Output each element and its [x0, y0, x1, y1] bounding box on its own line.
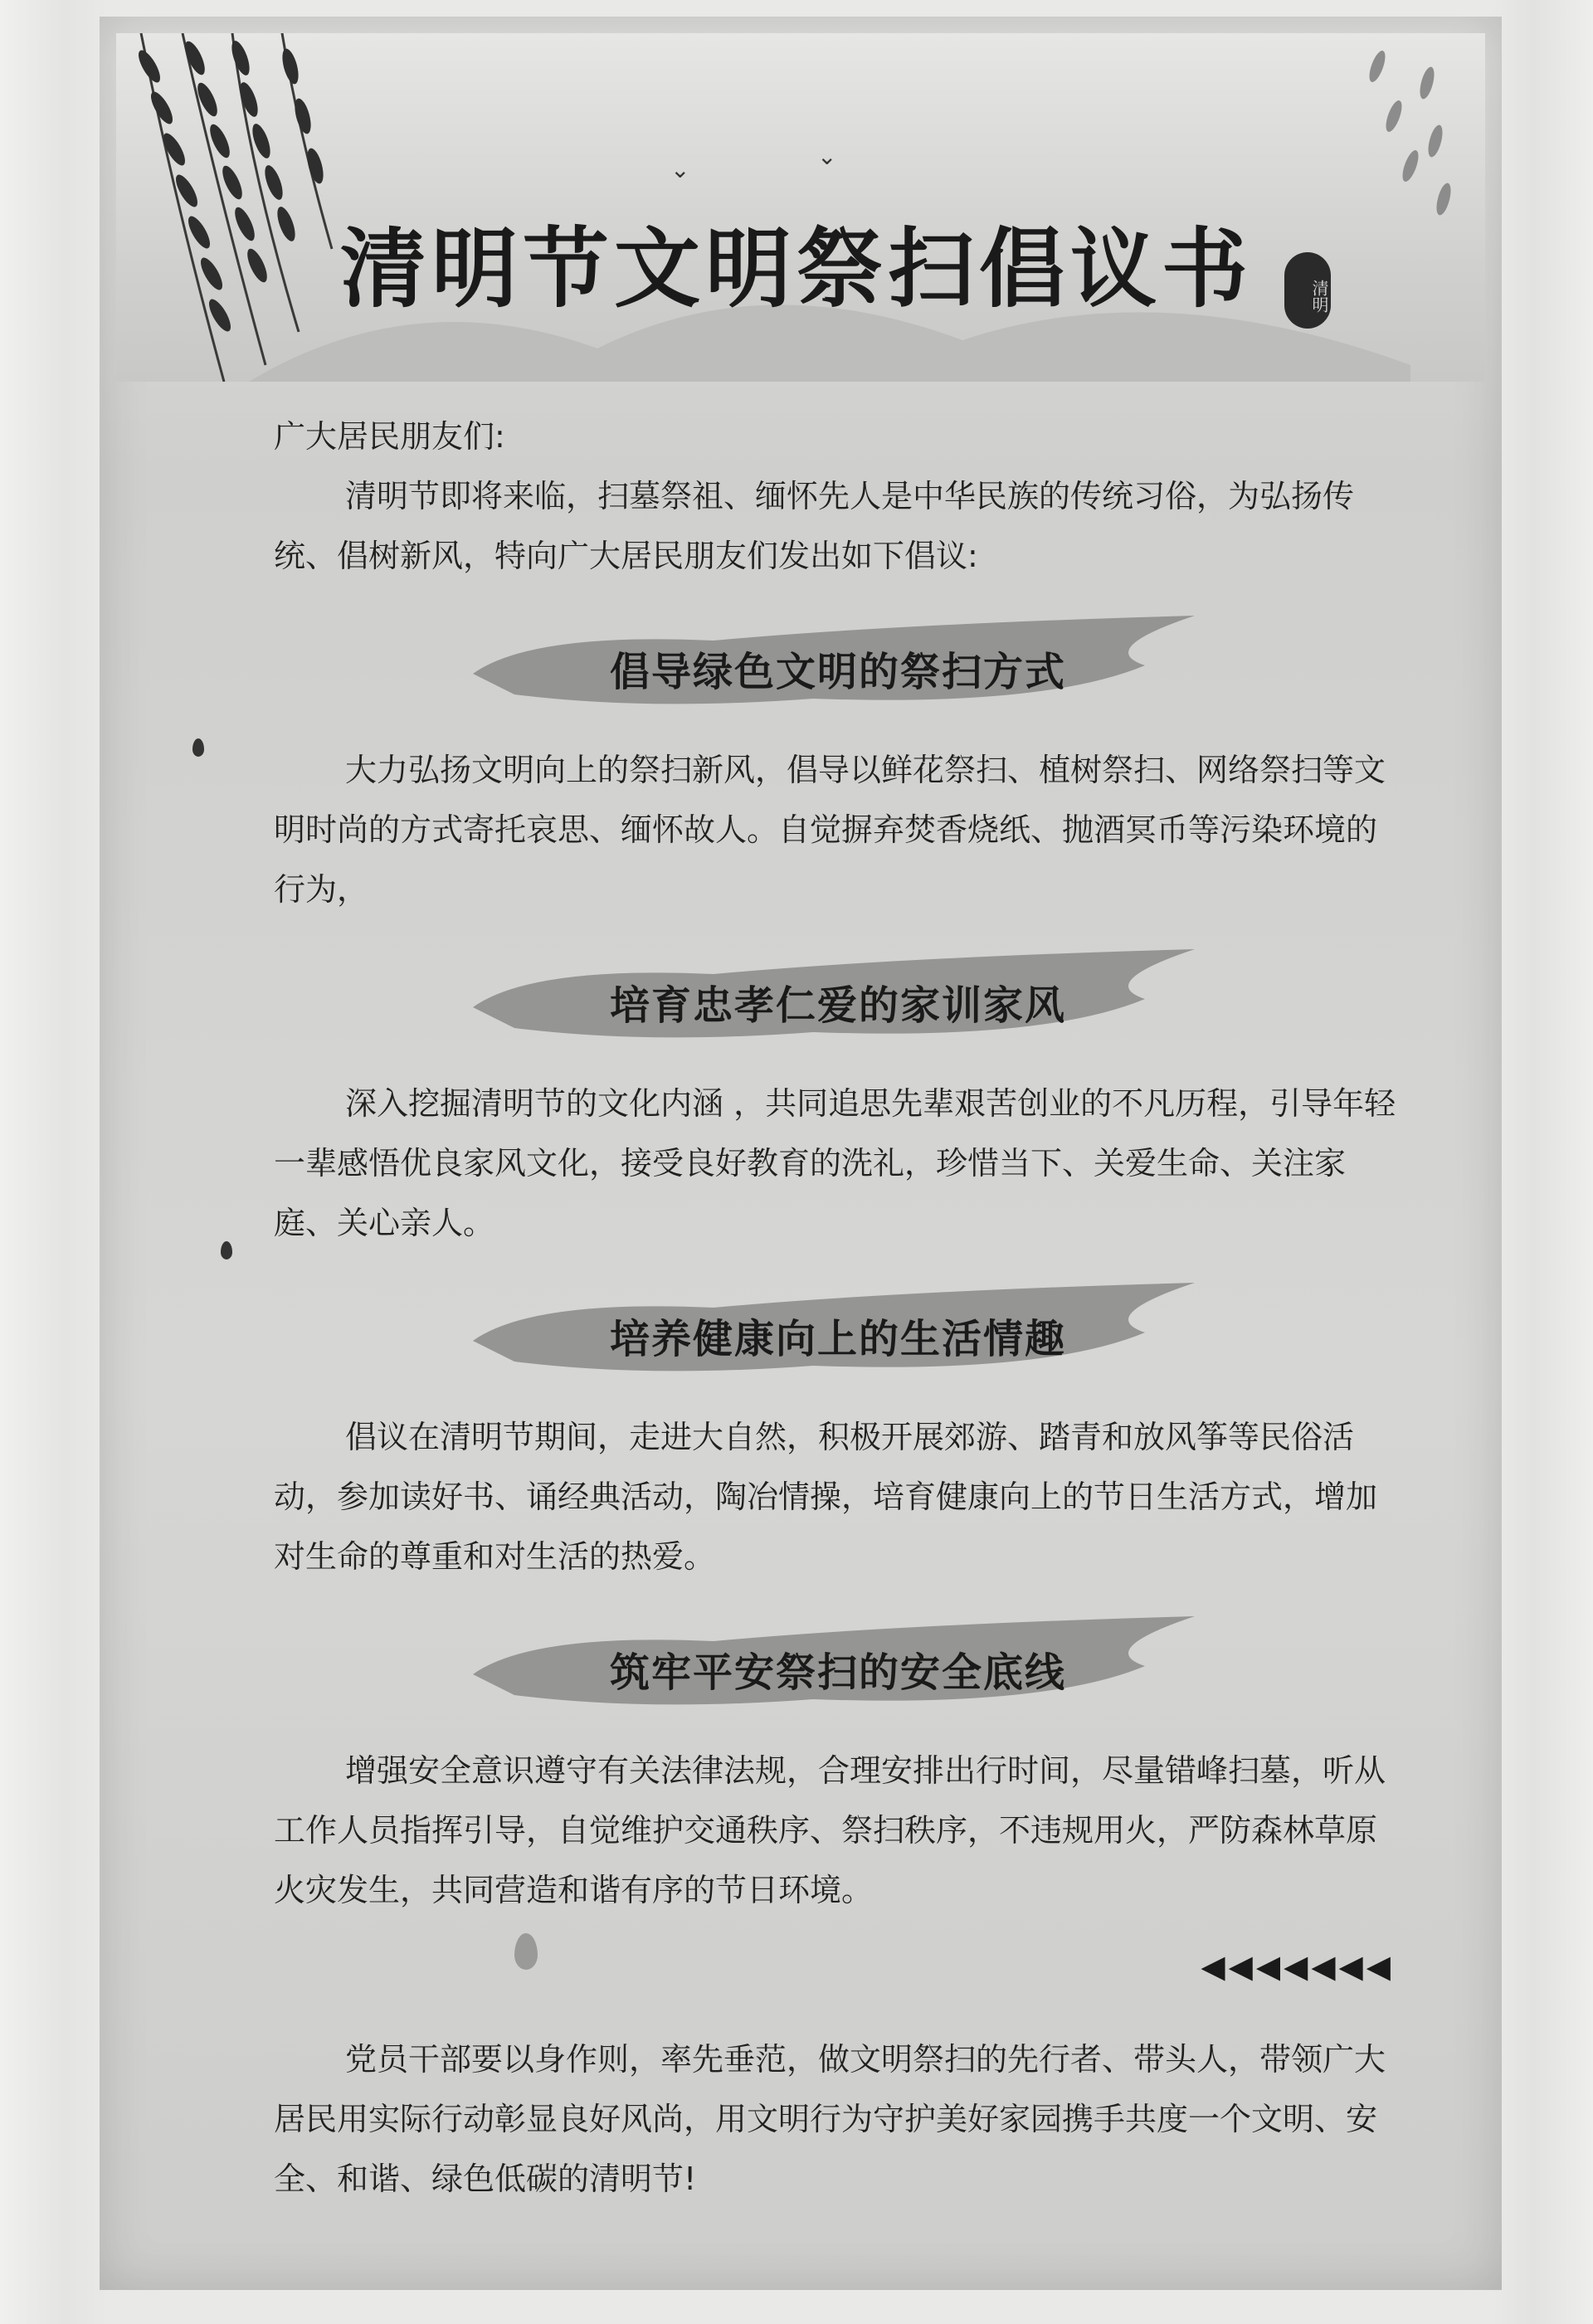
- section-title: 培育忠孝仁爱的家训家风: [609, 982, 1066, 1029]
- section-title: 培养健康向上的生活情趣: [609, 1316, 1066, 1362]
- page-title: 清明节文明祭扫倡议书: [339, 218, 1253, 319]
- section-paragraph: 深入挖掘清明节的文化内涵 ，共同追思先辈艰苦创业的不凡历程，引导年轻一辈感悟优良家风文化，接受良好教育的洗礼，珍惜当下、关爱生命、关注家庭、关心亲人。: [274, 1085, 1396, 1241]
- willow-branch-icon: [1344, 33, 1469, 282]
- closing-paragraph: 党员干部要以身作则，率先垂范，做文明祭扫的先行者、带头人，带领广大居民用实际行动彰显良好风尚，用文明行为守护美好家园携手共度一个文明、安全、和谐、绿色低碳的清明节!: [274, 2041, 1386, 2197]
- seal-stamp-icon: 清明: [1284, 252, 1331, 329]
- left-arrow-icon: ◀◀◀◀◀◀◀: [1201, 1948, 1394, 1985]
- paper-edge-right: [1493, 0, 1593, 2324]
- section-title: 筑牢平安祭扫的安全底线: [609, 1649, 1066, 1696]
- section-heading-1: [274, 599, 1402, 732]
- bird-icon: ⌄: [817, 143, 837, 170]
- section-paragraph: 倡议在清明节期间，走进大自然，积极开展郊游、踏青和放风筝等民俗活动，参加读好书、诵经典活动，陶冶情操，培育健康向上的节日生活方式，增加对生命的尊重和对生活的热爱。: [274, 1419, 1378, 1575]
- section-paragraph: 增强安全意识遵守有关法律法规，合理安排出行时间，尽量错峰扫墓，听从工作人员指挥引导，自觉维护交通秩序、祭扫秩序，不违规用火，严防森林草原火灾发生，共同营造和谐有序的节日环境。: [274, 1752, 1386, 1908]
- section-heading-3: [274, 1266, 1402, 1399]
- section-heading-2: [274, 933, 1402, 1065]
- section-heading-4: [274, 1600, 1402, 1732]
- ink-drop: [221, 1241, 232, 1259]
- intro-paragraph: 清明节即将来临，扫墓祭祖、缅怀先人是中华民族的传统习俗，为弘扬传统、倡树新风，特向广大居民朋友们发出如下倡议:: [274, 478, 1355, 574]
- letter-body: [274, 407, 1402, 2209]
- salutation: 广大居民朋友们:: [274, 418, 505, 455]
- section-title: 倡导绿色文明的祭扫方式: [609, 649, 1066, 695]
- bird-icon: ⌄: [670, 156, 690, 183]
- paper-edge-left: [0, 0, 108, 2324]
- ink-drop: [192, 738, 204, 757]
- section-paragraph: 大力弘扬文明向上的祭扫新风，倡导以鲜花祭扫、植树祭扫、网络祭扫等文明时尚的方式寄托哀思、缅怀故人。自觉摒弃焚香烧纸、抛酒冥币等污染环境的行为，: [274, 752, 1386, 908]
